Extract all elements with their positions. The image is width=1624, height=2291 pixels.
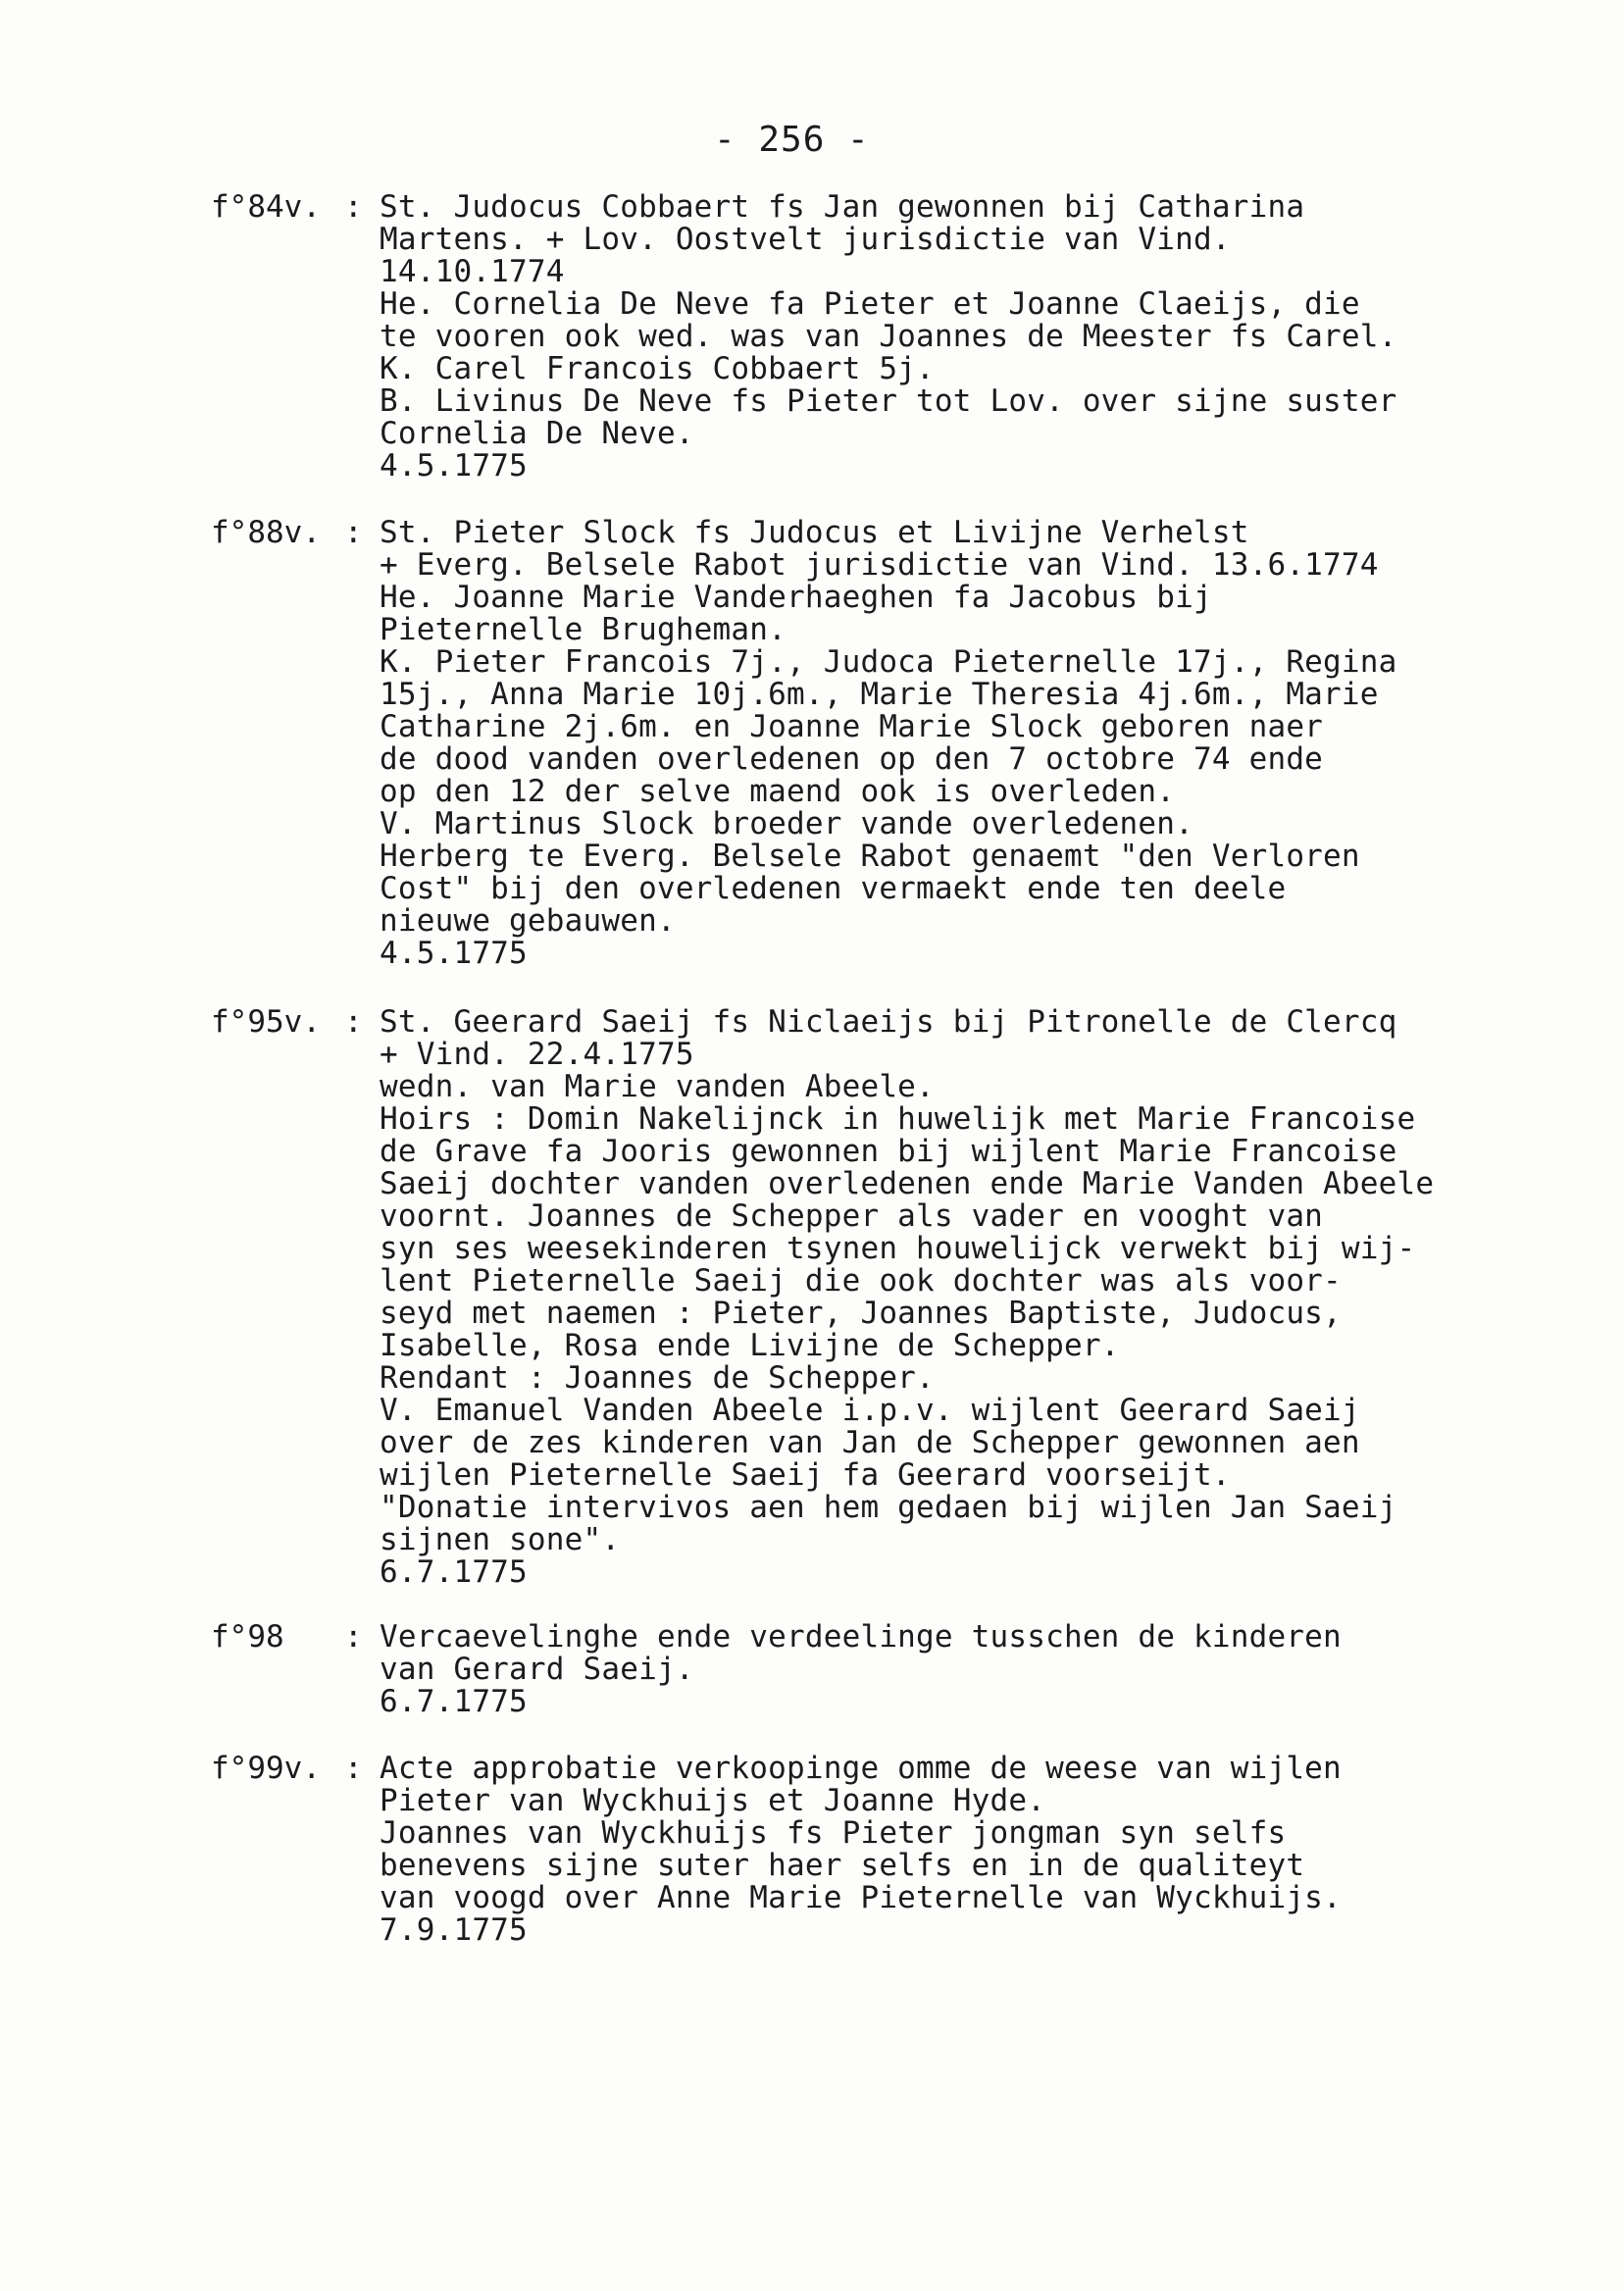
entry-text [380, 1621, 1342, 1718]
folio-reference: f°99v. [211, 1751, 321, 1786]
entry-line: wijlen Pieternelle Saeij fa Geerard voorseijt. [380, 1457, 1231, 1493]
entry-line: 15j., Anna Marie 10j.6m., Marie Theresia 4j.6m., Marie [380, 677, 1379, 712]
folio-reference: f°98 [211, 1619, 284, 1655]
entry-line: van Gerard Saeij. [380, 1652, 694, 1687]
entry-line: St. Geerard Saeij fs Niclaeijs bij Pitronelle de Clercq [380, 1004, 1397, 1040]
entry-line: + Everg. Belsele Rabot jurisdictie van Vind. 13.6.1774 [380, 547, 1379, 583]
entry-line: St. Judocus Cobbaert fs Jan gewonnen bij Catharina [380, 189, 1305, 225]
entry-line: de Grave fa Jooris gewonnen bij wijlent Marie Francoise [380, 1134, 1397, 1169]
entry-line: seyd met naemen : Pieter, Joannes Baptiste, Judocus, [380, 1296, 1342, 1331]
entry-line: 14.10.1774 [380, 254, 565, 289]
entry-line: de dood vanden overledenen op den 7 octobre 74 ende [380, 741, 1324, 777]
entry-line: syn ses weesekinderen tsynen houwelijck verwekt bij wij- [380, 1231, 1416, 1266]
entry-line: Rendant : Joannes de Schepper. [380, 1360, 935, 1396]
entry-text [380, 1006, 1434, 1589]
entry-date: 4.5.1775 [380, 448, 528, 484]
entry-line: Saeij dochter vanden overledenen ende Marie Vanden Abeele [380, 1166, 1435, 1201]
entry-line: V. Emanuel Vanden Abeele i.p.v. wijlent Geerard Saeij [380, 1393, 1360, 1428]
entry-line: voornt. Joannes de Schepper als vader en vooght van [380, 1198, 1324, 1234]
folio-reference: f°88v. [211, 515, 321, 550]
entry-line: Isabelle, Rosa ende Livijne de Schepper. [380, 1328, 1120, 1363]
folio-reference: f°84v. [211, 189, 321, 225]
entry-line: Pieter van Wyckhuijs et Joanne Hyde. [380, 1783, 1046, 1818]
folio-separator: : [344, 189, 363, 225]
folio-separator: : [344, 1004, 363, 1040]
entry-line: lent Pieternelle Saeij die ook dochter was als voor- [380, 1263, 1342, 1298]
entry-line: Joannes van Wyckhuijs fs Pieter jongman syn selfs [380, 1815, 1287, 1851]
entry-line: Cost" bij den overledenen vermaekt ende ten deele [380, 871, 1287, 906]
entry-line: B. Livinus De Neve fs Pieter tot Lov. over sijne suster [380, 383, 1397, 419]
entry-line: K. Pieter Francois 7j., Judoca Pieternelle 17j., Regina [380, 644, 1397, 680]
entry-text [380, 517, 1397, 970]
entry-date: 4.5.1775 [380, 936, 528, 971]
entry-line: Vercaevelinghe ende verdeelinge tusschen de kinderen [380, 1619, 1342, 1655]
folio-separator: : [344, 1619, 363, 1655]
entry-line: van voogd over Anne Marie Pieternelle van Wyckhuijs. [380, 1880, 1342, 1915]
entry-text [380, 1753, 1342, 1947]
page-number: - 256 - [714, 120, 870, 160]
entry-line: Herberg te Everg. Belsele Rabot genaemt "den Verloren [380, 839, 1360, 874]
entry-line: He. Joanne Marie Vanderhaeghen fa Jacobus bij [380, 580, 1212, 615]
folio-separator: : [344, 1751, 363, 1786]
entry-line: V. Martinus Slock broeder vande overledenen. [380, 806, 1193, 841]
entry-line: Pieternelle Brugheman. [380, 612, 787, 647]
entry-line: op den 12 der selve maend ook is overleden. [380, 774, 1176, 809]
entry-line: St. Pieter Slock fs Judocus et Livijne Verhelst [380, 515, 1249, 550]
entry-line: sijnen sone". [380, 1522, 621, 1557]
entry-line: te vooren ook wed. was van Joannes de Meester fs Carel. [380, 319, 1397, 354]
entry-line: wedn. van Marie vanden Abeele. [380, 1069, 935, 1104]
entry-line: Hoirs : Domin Nakelijnck in huwelijk met Marie Francoise [380, 1101, 1416, 1137]
entry-line: Catharine 2j.6m. en Joanne Marie Slock geboren naer [380, 709, 1324, 744]
entry-line: He. Cornelia De Neve fa Pieter et Joanne Claeijs, die [380, 286, 1360, 322]
folio-reference: f°95v. [211, 1004, 321, 1040]
entry-line: "Donatie intervivos aen hem gedaen bij wijlen Jan Saeij [380, 1490, 1397, 1525]
entry-date: 6.7.1775 [380, 1684, 528, 1719]
entry-line: Martens. + Lov. Oostvelt jurisdictie van Vind. [380, 222, 1231, 257]
entry-line: over de zes kinderen van Jan de Schepper gewonnen aen [380, 1425, 1360, 1460]
entry-line: Cornelia De Neve. [380, 416, 694, 451]
entry-line: + Vind. 22.4.1775 [380, 1037, 694, 1072]
entry-line: Acte approbatie verkoopinge omme de weese van wijlen [380, 1751, 1342, 1786]
entry-line: nieuwe gebauwen. [380, 903, 676, 939]
entry-line: benevens sijne suter haer selfs en in de qualiteyt [380, 1848, 1305, 1883]
entry-date: 7.9.1775 [380, 1912, 528, 1948]
entry-line: K. Carel Francois Cobbaert 5j. [380, 351, 935, 386]
folio-separator: : [344, 515, 363, 550]
entry-date: 6.7.1775 [380, 1554, 528, 1590]
entry-text [380, 191, 1397, 483]
